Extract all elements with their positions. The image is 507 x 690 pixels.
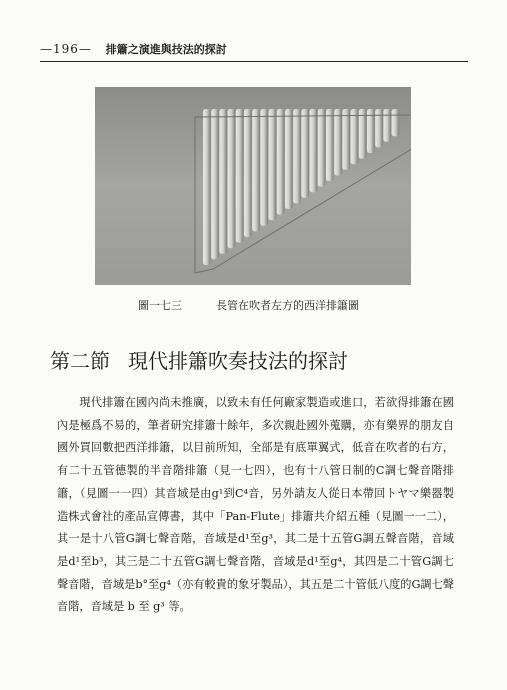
pipe-shape (252, 109, 260, 231)
pipe-shape (228, 109, 236, 248)
pipe-shape (359, 109, 367, 159)
pipe-shape (285, 109, 293, 209)
body-paragraph: 現代排簫在國內尚未推廣，以致未有任何廠家製造或進口，若欲得排簫在國內是極爲不易的，筆者研究排簫十餘年，多次親赴國外蒐購，亦有樂界的朋友自國外買回數把西洋排簫，以目前所知，全部是有底單翼式，低音在吹者的右方，有二十五管德製的半音階排簫（見一七四），也有十八管日制的C調七聲音階排簫，（見圖一一四）其音域是由g¹到C⁴音，另外請友人從日本帶回トヤマ樂器製造株式會社的產品宣傳書，其中「Pan-Flute」排簫共介紹五種（見圖一一二），其一是十八管G調七聲音階，音域是d¹至g³，其二是十五管G調五聲音階，音域是d¹至b³，其三是二十五管G調七聲音階，音域是d¹至g⁴，其四是二十管G調七聲音階，音域是b°至g⁴（亦有較貴的象牙製品），其五是二十管低八度的G調七聲音階，音域是 b 至 g³ 等。 (57, 396, 454, 614)
header-rule (40, 61, 468, 62)
panflute-photo (95, 87, 411, 285)
running-header (40, 40, 468, 58)
pipe-shape (277, 109, 285, 215)
pipe-shape (310, 109, 318, 192)
pipe-shape (375, 109, 383, 147)
figure-caption (138, 297, 359, 313)
body-text (57, 392, 454, 619)
pipe-shape (293, 109, 301, 203)
panflute-illustration (95, 87, 411, 285)
pipe-shape (318, 109, 326, 187)
pipe-shape (301, 109, 309, 198)
pipe-shape (342, 109, 350, 170)
page-number: —196— (40, 42, 92, 56)
pipe-shape (219, 109, 227, 254)
pipe-shape (351, 109, 359, 164)
pipe-shape (334, 109, 342, 175)
section-heading (50, 345, 348, 374)
pipe-shape (326, 109, 334, 181)
figure-caption-text: 長管在吹者左方的西洋排簫圖 (216, 299, 359, 312)
section-title: 現代排簫吹奏技法的探討 (128, 349, 348, 373)
pipe-shape (260, 109, 268, 226)
pipe-shape (383, 109, 391, 142)
pipe-shape (211, 109, 219, 259)
running-title: 排簫之演進與技法的探討 (105, 43, 227, 56)
pipe-shape (203, 109, 211, 265)
pipe-shape (244, 109, 252, 237)
pipe-shape (269, 109, 277, 220)
section-number: 第二節 (50, 349, 110, 373)
pipe-shape (392, 109, 400, 136)
pipe-shape (236, 109, 244, 243)
figure-label: 圖一七三 (138, 299, 182, 312)
